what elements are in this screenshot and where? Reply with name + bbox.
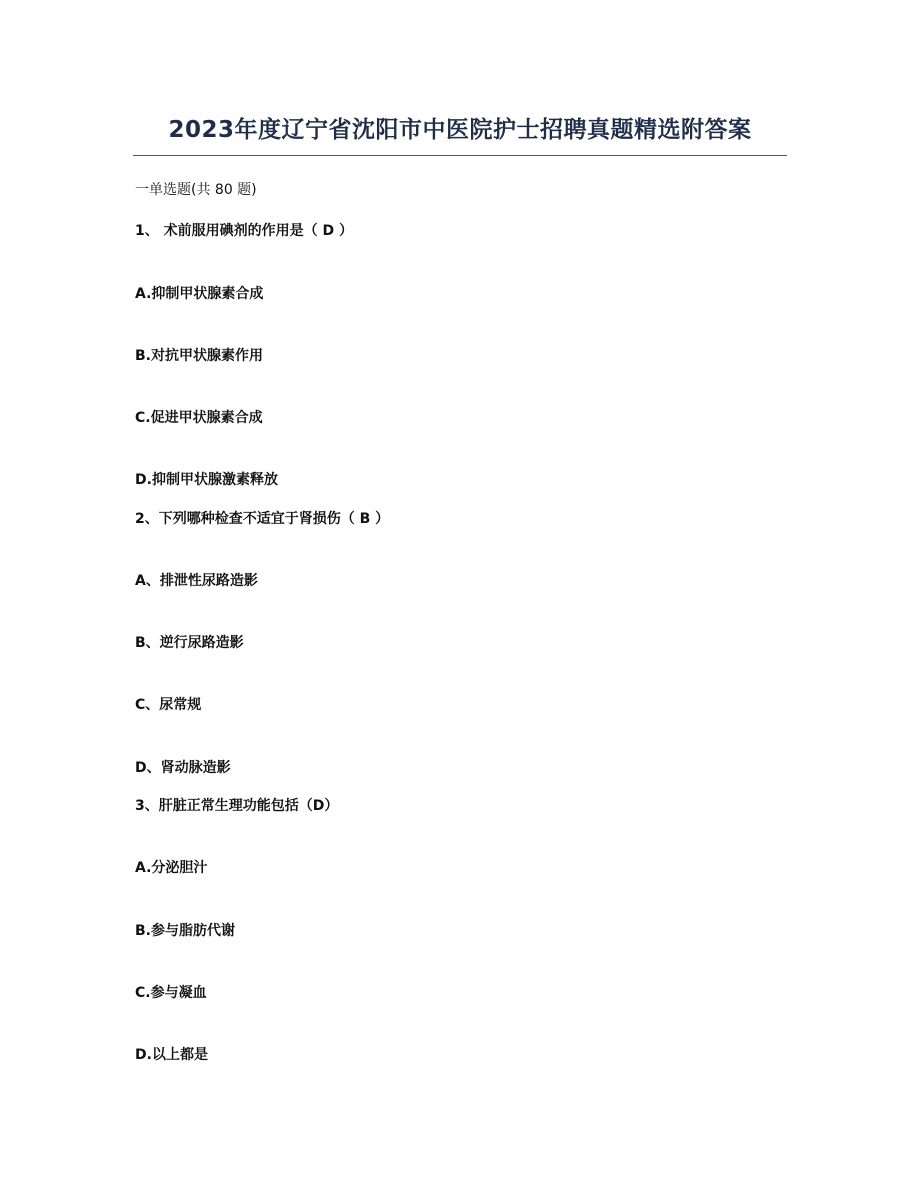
question-2-stem: 2、下列哪种检查不适宜于肾损伤（ B ）: [135, 511, 390, 527]
section-header: 一单选题(共 80 题): [135, 182, 257, 198]
question-3-option-c: C.参与凝血: [135, 985, 207, 1001]
question-2-option-d: D、肾动脉造影: [135, 760, 231, 776]
question-1-stem: 1、 术前服用碘剂的作用是（ D ）: [135, 223, 353, 239]
question-1-option-d: D.抑制甲状腺激素释放: [135, 472, 278, 488]
question-3-option-d: D.以上都是: [135, 1047, 208, 1063]
question-3-option-a: A.分泌胆汁: [135, 860, 208, 876]
question-3-stem: 3、肝脏正常生理功能包括（D）: [135, 798, 339, 814]
question-2-option-c: C、尿常规: [135, 697, 202, 713]
document-title: 2023年度辽宁省沈阳市中医院护士招聘真题精选附答案: [168, 117, 752, 143]
question-2-option-b: B、逆行尿路造影: [135, 635, 244, 651]
question-1-option-a: A.抑制甲状腺素合成: [135, 286, 264, 302]
question-2-option-a: A、排泄性尿路造影: [135, 573, 258, 589]
question-1-option-c: C.促进甲状腺素合成: [135, 410, 263, 426]
title-underline: [133, 155, 787, 156]
question-1-option-b: B.对抗甲状腺素作用: [135, 348, 263, 364]
question-3-option-b: B.参与脂肪代谢: [135, 923, 235, 939]
